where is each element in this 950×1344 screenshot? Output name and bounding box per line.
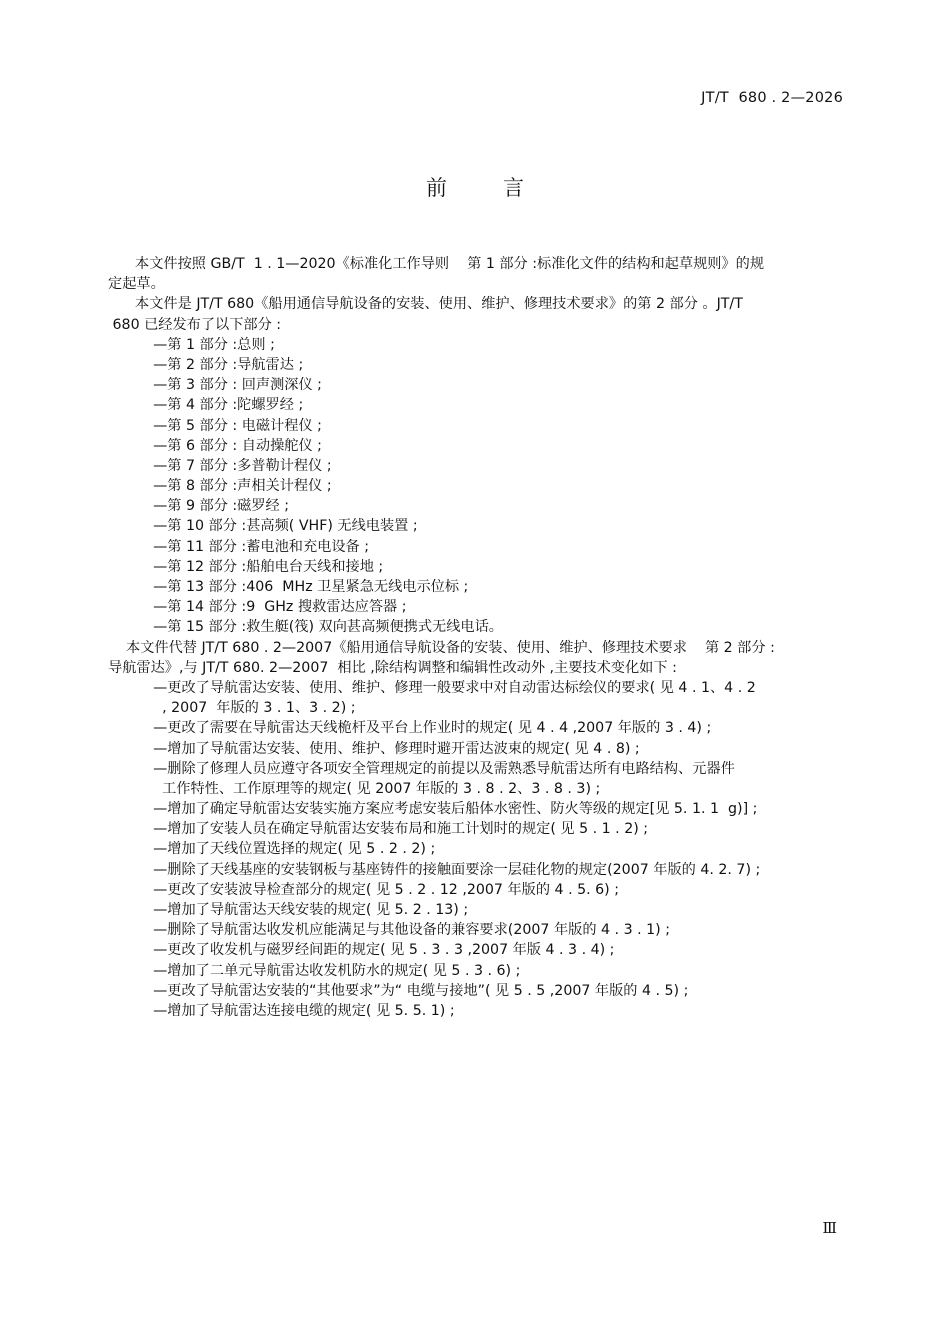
text-line: 本文件按照 GB/T 1 . 1—2020《标准化工作导则 第 1 部分 :标准化文件的结构和起草规则》的规 — [108, 256, 765, 272]
text-line: —增加了导航雷达天线安装的规定( 见 5. 2 . 13) ; — [108, 902, 469, 918]
text-line: —第 5 部分 : 电磁计程仪 ; — [108, 417, 322, 434]
text-line: —第 15 部分 :救生艇(筏) 双向甚高频便携式无线电话。 — [108, 619, 503, 636]
text-line: —更改了导航雷达安装、使用、维护、修理一般要求中对自动雷达标绘仪的要求( 见 4 . 1、4 . 2 — [108, 679, 756, 696]
text-line: —增加了导航雷达连接电缆的规定( 见 5. 5. 1) ; — [108, 1002, 455, 1019]
document-code: JT/T 680 . 2—2026 — [701, 90, 843, 106]
foreword-body — [108, 254, 843, 1021]
text-line: —删除了导航雷达收发机应能满足与其他设备的兼容要求(2007 年版的 4 . 3 . 1) ; — [108, 922, 670, 939]
text-line: 导航雷达》,与 JT/T 680. 2—2007 相比 ,除结构调整和编辑性改动外 ,主要技术变化如下 : — [108, 659, 677, 676]
text-line: —第 2 部分 :导航雷达 ; — [108, 356, 304, 373]
text-line: —第 13 部分 :406 MHz 卫星紧急无线电示位标 ; — [108, 579, 469, 595]
text-line: —第 8 部分 :声相关计程仪 ; — [108, 478, 332, 495]
text-line: 定起草。 — [108, 276, 165, 293]
text-line: —更改了安装波导检查部分的规定( 见 5 . 2 . 12 ,2007 年版的 4 . 5. 6) ; — [108, 881, 619, 898]
text-line: —删除了修理人员应遵守各项安全管理规定的前提以及需熟悉导航雷达所有电路结构、元器件 — [108, 760, 735, 777]
text-line: —第 6 部分 : 自动操舵仪 ; — [108, 437, 322, 454]
text-line: —增加了确定导航雷达安装实施方案应考虑安装后船体水密性、防火等级的规定[见 5. 1. 1 g)] ; — [108, 801, 758, 818]
text-line: —删除了天线基座的安装钢板与基座铸件的接触面要涂一层硅化物的规定(2007 年版的 4. 2. 7) ; — [108, 861, 761, 878]
text-line: —增加了二单元导航雷达收发机防水的规定( 见 5 . 3 . 6) ; — [108, 962, 521, 979]
text-line: 本文件是 JT/T 680《船用通信导航设备的安装、使用、维护、修理技术要求》的第 2 部分 。JT/T — [108, 296, 743, 313]
text-line: 680 已经发布了以下部分 : — [108, 316, 282, 333]
text-line: —更改了导航雷达安装的“其他要求”为“ 电缆与接地”( 见 5 . 5 ,2007 年版的 4 . 5) ; — [108, 982, 689, 999]
text-line: —第 1 部分 :总则 ; — [108, 336, 275, 353]
text-line: —增加了安装人员在确定导航雷达安装布局和施工计划时的规定( 见 5 . 1 . 2) ; — [108, 821, 649, 838]
page-number: Ⅲ — [822, 1219, 837, 1237]
text-line: —第 9 部分 :磁罗经 ; — [108, 498, 290, 515]
text-line: —增加了天线位置选择的规定( 见 5 . 2 . 2) ; — [108, 841, 436, 858]
text-line: 本文件代替 JT/T 680 . 2—2007《船用通信导航设备的安装、使用、维护、修理技术要求 第 2 部分 : — [108, 639, 775, 656]
text-line: —更改了需要在导航雷达天线桅杆及平台上作业时的规定( 见 4 . 4 ,2007 年版的 3 . 4) ; — [108, 720, 712, 737]
text-line: —第 14 部分 :9 GHz 搜救雷达应答器 ; — [108, 599, 407, 616]
text-line: —第 4 部分 :陀螺罗经 ; — [108, 397, 304, 414]
text-line: —第 12 部分 :船舶电台天线和接地 ; — [108, 558, 384, 575]
text-line: —第 3 部分 : 回声测深仪 ; — [108, 377, 322, 394]
text-line: —第 11 部分 :蓄电池和充电设备 ; — [108, 538, 370, 555]
text-line: —更改了收发机与磁罗经间距的规定( 见 5 . 3 . 3 ,2007 年版 4 . 3 . 4) ; — [108, 942, 615, 959]
text-line: 工作特性、工作原理等的规定( 见 2007 年版的 3 . 8 . 2、3 . 8 . 3) ; — [108, 780, 601, 797]
text-line: , 2007 年版的 3 . 1、3 . 2) ; — [108, 700, 356, 717]
text-line: —第 7 部分 :多普勒计程仪 ; — [108, 457, 332, 474]
text-line: —第 10 部分 :甚高频( VHF) 无线电装置 ; — [108, 518, 418, 535]
text-line: —增加了导航雷达安装、使用、维护、修理时避开雷达波束的规定( 见 4 . 8) ; — [108, 740, 640, 757]
page-title: 前言 — [426, 176, 580, 200]
